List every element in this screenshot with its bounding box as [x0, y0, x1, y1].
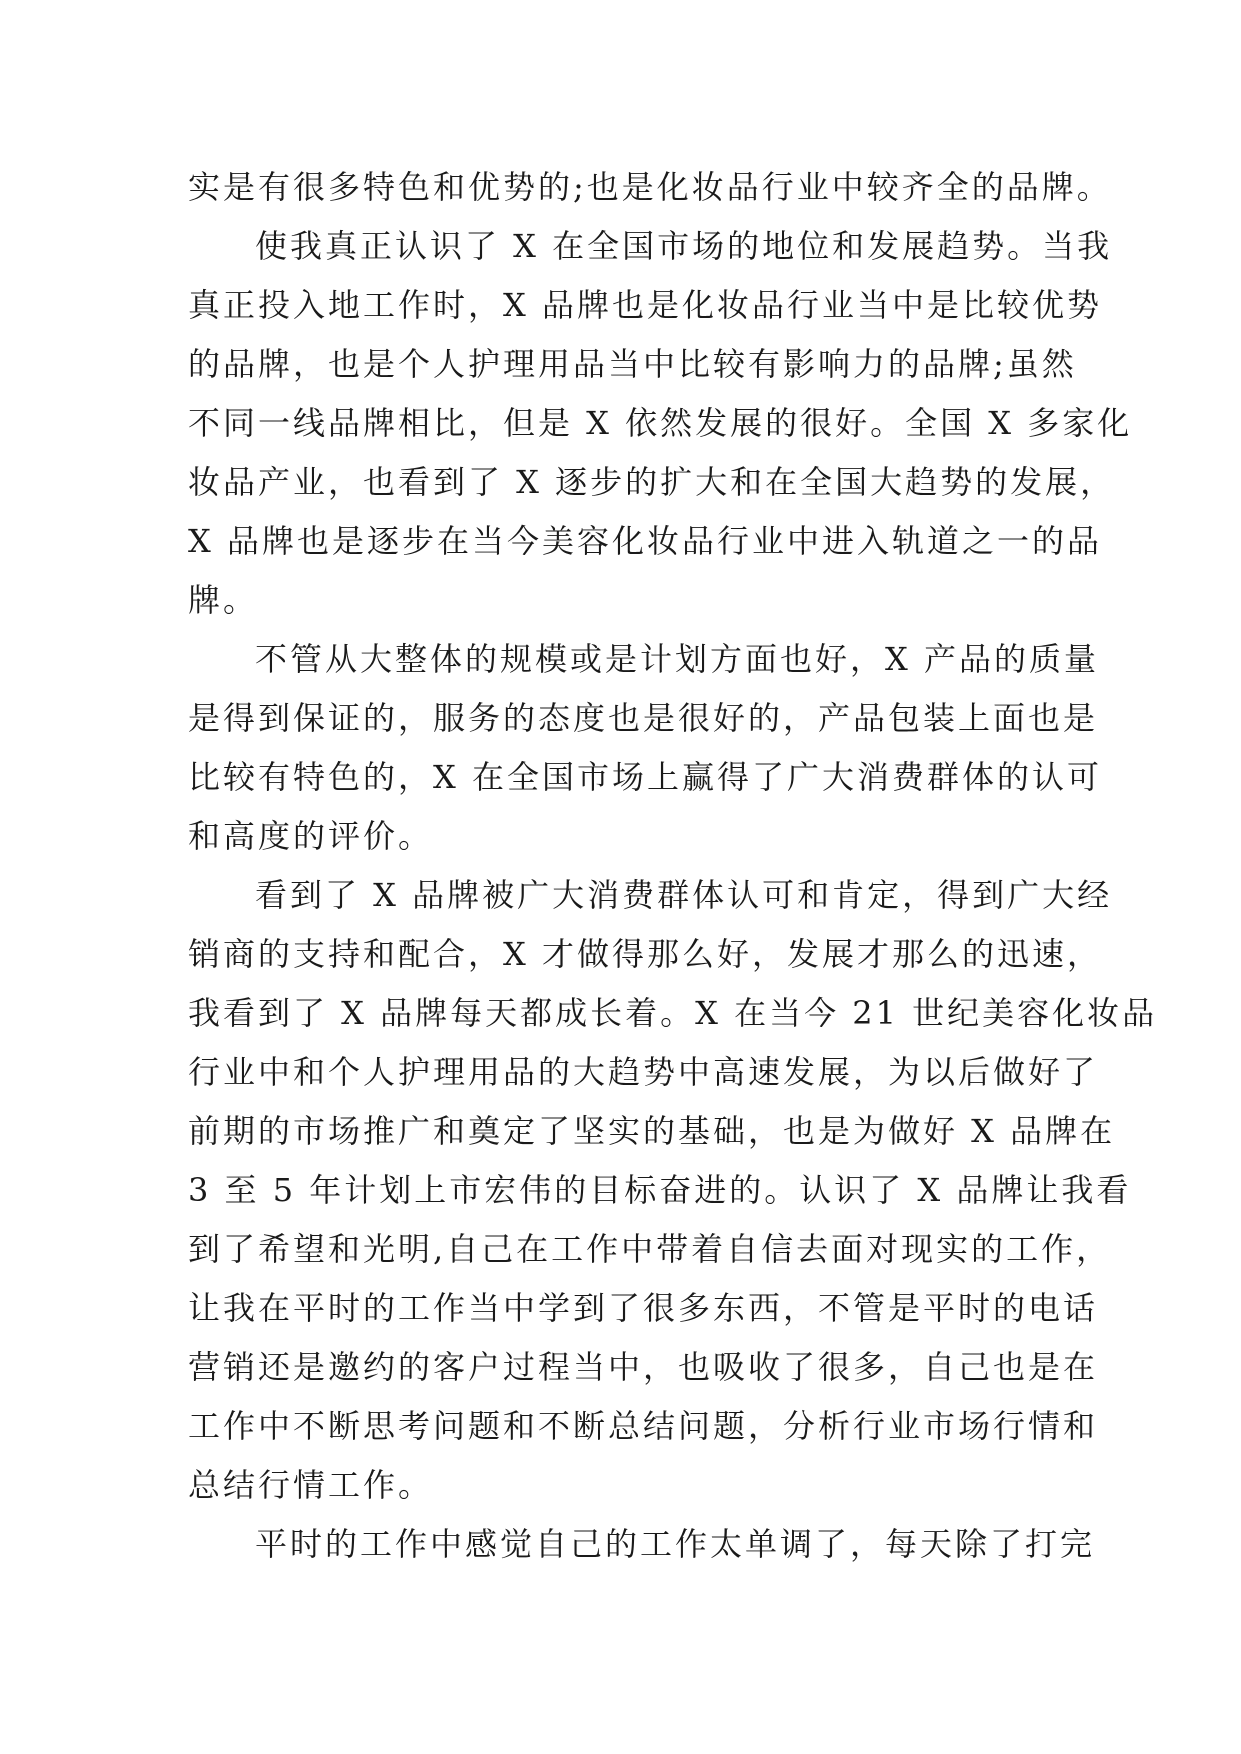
text-line: X 品牌也是逐步在当今美容化妆品行业中进入轨道之一的品: [188, 522, 1102, 560]
paragraph-first-line: 看到了 X 品牌被广大消费群体认可和肯定，得到广大经: [255, 876, 1113, 914]
text-line: 到了希望和光明,自己在工作中带着自信去面对现实的工作，: [188, 1230, 1112, 1268]
text-line: 不同一线品牌相比，但是 X 依然发展的很好。全国 X 多家化: [188, 404, 1133, 442]
paragraph-first-line: 不管从大整体的规模或是计划方面也好，X 产品的质量: [255, 640, 1099, 678]
text-line: 实是有很多特色和优势的;也是化妆品行业中较齐全的品牌。: [188, 168, 1112, 206]
text-line: 前期的市场推广和奠定了坚实的基础，也是为做好 X 品牌在: [188, 1112, 1116, 1150]
text-line: 比较有特色的，X 在全国市场上赢得了广大消费群体的认可: [188, 758, 1102, 796]
body-text: [188, 158, 1158, 1574]
text-line: 妆品产业，也看到了 X 逐步的扩大和在全国大趋势的发展，: [188, 463, 1116, 501]
text-line: 总结行情工作。: [188, 1466, 434, 1504]
text-line: 工作中不断思考问题和不断总结问题，分析行业市场行情和: [188, 1407, 1099, 1445]
text-line: 行业中和个人护理用品的大趋势中高速发展，为以后做好了: [188, 1053, 1099, 1091]
text-line: 是得到保证的，服务的态度也是很好的，产品包装上面也是: [188, 699, 1099, 737]
text-line: 让我在平时的工作当中学到了很多东西，不管是平时的电话: [188, 1289, 1099, 1327]
text-line: 真正投入地工作时，X 品牌也是化妆品行业当中是比较优势: [188, 286, 1102, 324]
text-line: 3 至 5 年计划上市宏伟的目标奋进的。认识了 X 品牌让我看: [188, 1171, 1132, 1209]
paragraph-first-line: 平时的工作中感觉自己的工作太单调了，每天除了打完: [255, 1525, 1096, 1563]
text-line: 营销还是邀约的客户过程当中，也吸收了很多，自己也是在: [188, 1348, 1099, 1386]
text-line: 我看到了 X 品牌每天都成长着。X 在当今 21 世纪美容化妆品: [188, 994, 1158, 1032]
text-line: 的品牌，也是个人护理用品当中比较有影响力的品牌;虽然: [188, 345, 1077, 383]
text-line: 销商的支持和配合，X 才做得那么好，发展才那么的迅速，: [188, 935, 1102, 973]
text-line: 牌。: [188, 581, 259, 619]
paragraph-first-line: 使我真正认识了 X 在全国市场的地位和发展趋势。当我: [255, 227, 1113, 265]
text-line: 和高度的评价。: [188, 817, 434, 855]
